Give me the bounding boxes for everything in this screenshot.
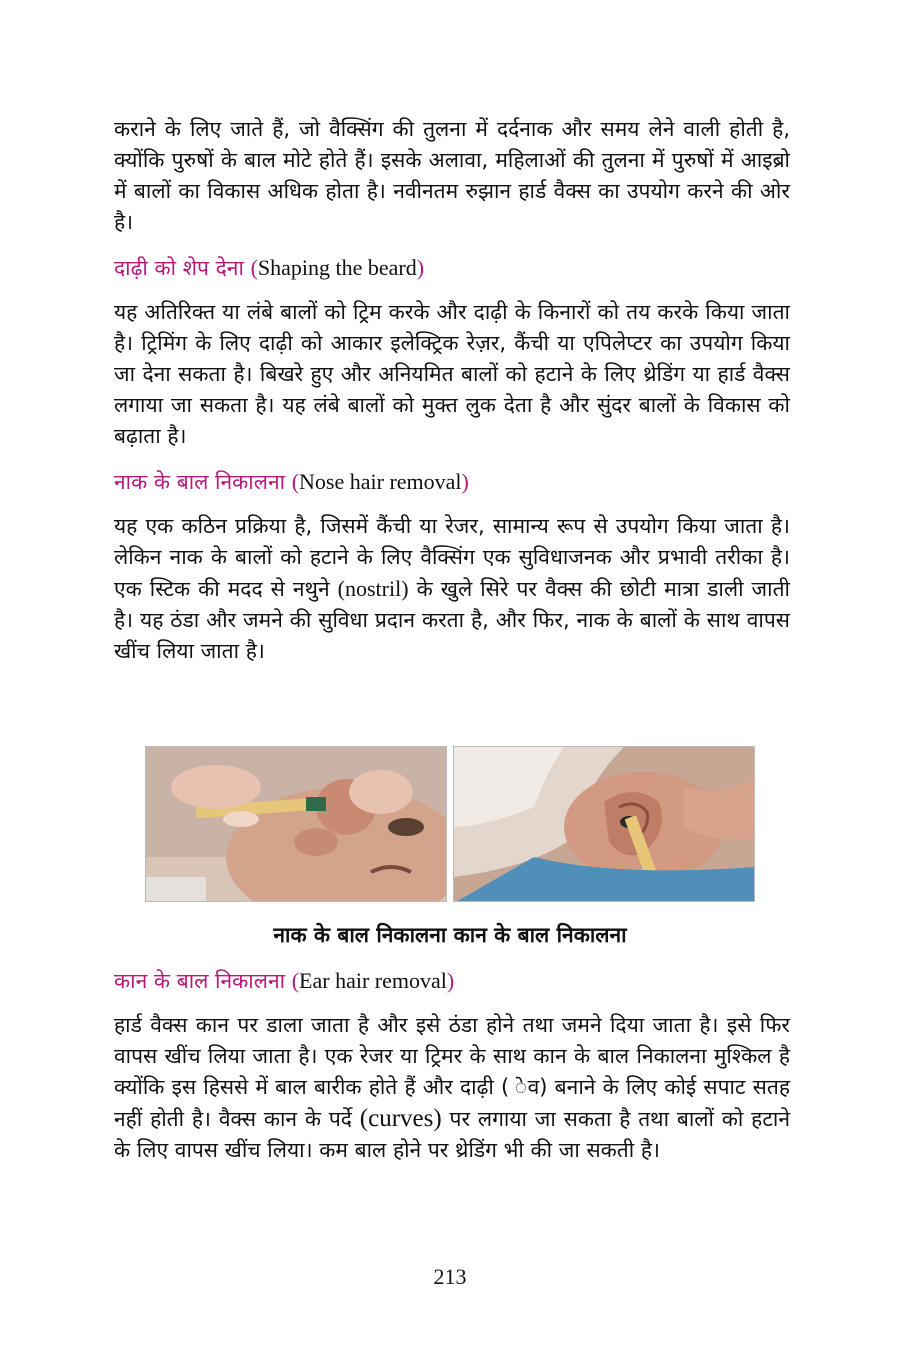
nose-text-english: (nostril) [337, 576, 409, 601]
nose-paragraph [114, 511, 790, 667]
heading-ear-hair-removal [114, 966, 790, 996]
ear-waxing-photo [453, 746, 755, 902]
heading-shaping-beard [114, 253, 790, 283]
heading-hindi: नाक के बाल निकालना [114, 470, 292, 494]
heading-nose-hair-removal [114, 467, 790, 497]
heading-paren-open: ( [291, 968, 300, 993]
figure-photos [145, 746, 755, 902]
nose-text-1: यह एक कठिन प्रक्रिया है, जिसमें कैंची या रेजर, सामान्य रूप से उपयोग किया जाता है। लेकिन नाक के बालों को हटाने के लिए वैक्सिंग एक सुविधाजनक और प्रभावी तरीका है। एक स्टिक की मदद से नथुने [114, 514, 790, 601]
beard-paragraph: यह अतिरिक्त या लंबे बालों को ट्रिम करके और दाढ़ी के किनारों को तय करके किया जाता है। ट्रिमिंग के लिए दाढ़ी को आकार इलेक्ट्रिक रेज़र, कैंची या एपिलेप्टर का उपयोग किया जा देना सकता है। बिखरे हुए और अनियमित बालों को हटाने के लिए थ्रेडिंग या हार्ड वैक्स लगाया जा सकता है। यह लंबे बालों को मुक्त लुक देता है और सुंदर बालों के विकास को बढ़ाता है। [114, 300, 790, 448]
nose-text-2: के खुले सिरे पर वैक्स की छोटी मात्रा डाली जाती है। यह ठंडा और जमने की सुविधा प्रदान करता है, और फिर, नाक के बालों के साथ वापस खींच लिया जाता है। [114, 577, 790, 663]
heading-paren-close: ) [461, 469, 469, 494]
heading-paren-open: ( [291, 469, 300, 494]
intro-paragraph: कराने के लिए जाते हैं, जो वैक्सिंग की तुलना में दर्दनाक और समय लेने वाली होती है, क्योंकि पुरुषों के बाल मोटे होते हैं। इसके अलावा, महिलाओं की तुलना में पुरुषों में आइब्रो में बालों का विकास अधिक होता है। नवीनतम रुझान हार्ड वैक्स का उपयोग करने की ओर है। [114, 117, 790, 234]
ear-paragraph [114, 1010, 790, 1166]
ear-text-english: (curves) [359, 1105, 442, 1132]
page-body-lower [114, 966, 790, 1166]
page-number: 213 [433, 1264, 467, 1289]
heading-hindi: दाढ़ी को शेप देना [114, 256, 251, 280]
ear-text-1: हार्ड वैक्स कान पर डाला जाता है और इसे ठंडा होने तथा जमने दिया जाता है। इसे फिर वापस खींच लिया जाता है। एक रेजर या ट्रिमर के साथ कान के बाल निकालना मुश्किल है क्योंकि इस हिससे में बाल बारीक होते हैं और दाढ़ी ( ेव) बनाने के लिए कोई सपाट सतह नहीं होती है। वैक्स कान के पर्दे [114, 1013, 790, 1131]
ear-text-2: पर लगाया जा सकता है तथा बालों को हटाने के लिए वापस खींच लिया। कम बाल होने पर थ्रेडिंग भी की जा सकती है। [114, 1107, 791, 1162]
heading-english: Shaping the beard [257, 255, 417, 280]
nose-waxing-photo [145, 746, 447, 902]
page-body [114, 114, 790, 667]
heading-english: Nose hair removal [299, 469, 462, 494]
heading-hindi: कान के बाल निकालना [114, 969, 292, 993]
figure-caption: नाक के बाल निकालना कान के बाल निकालना [273, 923, 627, 947]
heading-paren-close: ) [416, 255, 425, 280]
heading-english: Ear hair removal [299, 968, 447, 993]
heading-paren-close: ) [446, 968, 455, 993]
heading-paren-open: ( [250, 255, 258, 280]
